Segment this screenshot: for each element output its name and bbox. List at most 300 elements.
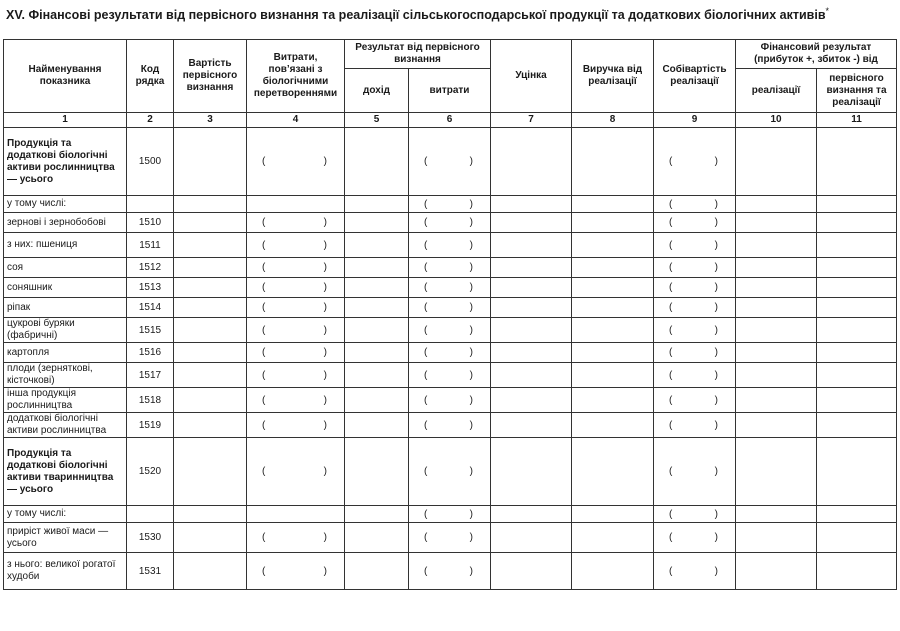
paren-close: ) (469, 532, 473, 543)
value-cell[interactable] (572, 523, 654, 553)
row-code: 1512 (127, 258, 174, 278)
value-cell[interactable] (174, 233, 247, 258)
header-income: дохід (345, 69, 409, 113)
value-cell[interactable] (247, 318, 345, 343)
paren-close: ) (323, 282, 327, 293)
paren-open: ( (262, 156, 266, 167)
value-cell[interactable] (345, 343, 409, 363)
paren-close: ) (323, 466, 327, 477)
paren-close: ) (469, 198, 473, 210)
value-cell[interactable] (174, 438, 247, 506)
value-cell[interactable] (817, 128, 897, 196)
value-cell[interactable] (247, 233, 345, 258)
paren-open: ( (669, 347, 673, 358)
header-name: Найменування показника (4, 40, 127, 113)
paren-open: ( (424, 565, 428, 577)
row-code: 1500 (127, 128, 174, 196)
paren-open: ( (669, 369, 673, 381)
table-header (4, 40, 897, 128)
paren-open: ( (424, 466, 428, 477)
value-cell[interactable] (491, 523, 572, 553)
table-row (4, 278, 897, 298)
row-name: ріпак (4, 298, 127, 318)
value-cell[interactable] (817, 413, 897, 438)
paren-open: ( (669, 156, 673, 167)
paren-close: ) (469, 302, 473, 313)
paren-close: ) (714, 302, 718, 313)
value-cell[interactable] (817, 363, 897, 388)
value-cell[interactable] (247, 258, 345, 278)
value-cell[interactable] (409, 213, 491, 233)
value-cell[interactable] (345, 128, 409, 196)
table-row (4, 233, 897, 258)
value-cell[interactable] (409, 553, 491, 590)
paren-open: ( (262, 394, 266, 406)
paren-close: ) (323, 217, 327, 228)
row-name: соняшник (4, 278, 127, 298)
paren-open: ( (424, 282, 428, 293)
paren-close: ) (323, 394, 327, 406)
header-markdown: Уцінка (491, 40, 572, 113)
value-cell[interactable] (491, 388, 572, 413)
paren-close: ) (323, 565, 327, 577)
paren-open: ( (262, 302, 266, 313)
row-code: 1517 (127, 363, 174, 388)
paren-open: ( (669, 419, 673, 431)
value-cell[interactable] (345, 258, 409, 278)
value-cell[interactable] (345, 318, 409, 343)
value-cell[interactable] (174, 318, 247, 343)
paren-close: ) (714, 217, 718, 228)
paren-open: ( (669, 532, 673, 543)
value-cell[interactable] (817, 506, 897, 523)
value-cell[interactable] (409, 523, 491, 553)
value-cell[interactable] (345, 196, 409, 213)
paren-close: ) (323, 324, 327, 336)
value-cell[interactable] (409, 343, 491, 363)
paren-close: ) (469, 239, 473, 251)
value-cell[interactable] (247, 523, 345, 553)
value-cell[interactable] (345, 298, 409, 318)
header-fin-result: Фінансовий результат (прибуток +, збиток -) від (736, 40, 897, 69)
value-cell[interactable] (409, 438, 491, 506)
value-cell[interactable] (491, 318, 572, 343)
paren-close: ) (714, 239, 718, 251)
value-cell[interactable] (572, 278, 654, 298)
value-cell[interactable] (174, 258, 247, 278)
value-cell[interactable] (572, 258, 654, 278)
value-cell[interactable] (174, 553, 247, 590)
paren-open: ( (669, 394, 673, 406)
paren-close: ) (714, 532, 718, 543)
paren-close: ) (469, 369, 473, 381)
value-cell[interactable] (654, 388, 736, 413)
paren-open: ( (424, 347, 428, 358)
paren-close: ) (714, 419, 718, 431)
paren-open: ( (669, 302, 673, 313)
paren-open: ( (424, 419, 428, 431)
value-cell[interactable] (572, 213, 654, 233)
value-cell[interactable] (654, 413, 736, 438)
table-row (4, 363, 897, 388)
value-cell[interactable] (491, 196, 572, 213)
value-cell[interactable] (247, 196, 345, 213)
paren-open: ( (669, 198, 673, 210)
value-cell[interactable] (174, 278, 247, 298)
value-cell[interactable] (817, 298, 897, 318)
paren-close: ) (714, 394, 718, 406)
paren-open: ( (262, 347, 266, 358)
row-name: з нього: великої рогатої худоби (4, 553, 127, 590)
value-cell[interactable] (491, 258, 572, 278)
paren-close: ) (323, 369, 327, 381)
value-cell[interactable] (817, 278, 897, 298)
paren-open: ( (424, 239, 428, 251)
value-cell[interactable] (409, 413, 491, 438)
value-cell[interactable] (409, 196, 491, 213)
form-title: XV. Фінансові результати від первісного визнання та реалізації сільськогосподарської продукції та додаткових біологічних активів* (6, 6, 830, 23)
paren-open: ( (669, 282, 673, 293)
value-cell[interactable] (654, 196, 736, 213)
value-cell[interactable] (409, 128, 491, 196)
column-numbers-row (4, 113, 897, 128)
paren-open: ( (669, 262, 673, 273)
row-name: інша продукція рослинництва (4, 388, 127, 413)
value-cell[interactable] (409, 318, 491, 343)
value-cell[interactable] (491, 128, 572, 196)
value-cell[interactable] (174, 523, 247, 553)
value-cell[interactable] (247, 413, 345, 438)
value-cell[interactable] (491, 343, 572, 363)
value-cell[interactable] (345, 506, 409, 523)
row-name: Продукція та додаткові біологічні активи тваринництва — усього (4, 438, 127, 506)
paren-close: ) (323, 419, 327, 431)
paren-open: ( (669, 324, 673, 336)
paren-close: ) (323, 239, 327, 251)
value-cell[interactable] (654, 233, 736, 258)
value-cell[interactable] (491, 553, 572, 590)
paren-close: ) (469, 324, 473, 336)
paren-open: ( (424, 324, 428, 336)
paren-close: ) (714, 466, 718, 477)
paren-open: ( (424, 508, 428, 520)
value-cell[interactable] (174, 413, 247, 438)
value-cell[interactable] (736, 233, 817, 258)
column-number: 9 (654, 113, 736, 128)
value-cell[interactable] (654, 553, 736, 590)
table-row (4, 343, 897, 363)
value-cell[interactable] (572, 128, 654, 196)
row-name: зернові і зернобобові (4, 213, 127, 233)
paren-open: ( (669, 239, 673, 251)
table-row (4, 196, 897, 213)
value-cell[interactable] (817, 318, 897, 343)
row-code: 1520 (127, 438, 174, 506)
value-cell[interactable] (736, 388, 817, 413)
row-name: у тому числі: (4, 506, 127, 523)
paren-close: ) (323, 532, 327, 543)
value-cell[interactable] (572, 318, 654, 343)
value-cell[interactable] (345, 388, 409, 413)
paren-close: ) (469, 282, 473, 293)
value-cell[interactable] (654, 318, 736, 343)
table-body (4, 128, 897, 590)
value-cell[interactable] (345, 213, 409, 233)
value-cell[interactable] (491, 363, 572, 388)
value-cell[interactable] (736, 196, 817, 213)
value-cell[interactable] (345, 553, 409, 590)
row-code: 1511 (127, 233, 174, 258)
paren-close: ) (323, 302, 327, 313)
value-cell[interactable] (174, 388, 247, 413)
paren-open: ( (669, 466, 673, 477)
value-cell[interactable] (654, 343, 736, 363)
value-cell[interactable] (345, 278, 409, 298)
value-cell[interactable] (174, 196, 247, 213)
paren-close: ) (714, 156, 718, 167)
value-cell[interactable] (736, 438, 817, 506)
row-name: цукрові буряки (фабричні) (4, 318, 127, 343)
value-cell[interactable] (247, 553, 345, 590)
value-cell[interactable] (654, 298, 736, 318)
value-cell[interactable] (247, 298, 345, 318)
table-row (4, 213, 897, 233)
column-number: 4 (247, 113, 345, 128)
value-cell[interactable] (736, 278, 817, 298)
value-cell[interactable] (817, 196, 897, 213)
value-cell[interactable] (409, 258, 491, 278)
value-cell[interactable] (247, 128, 345, 196)
paren-open: ( (262, 217, 266, 228)
value-cell[interactable] (654, 278, 736, 298)
value-cell[interactable] (247, 343, 345, 363)
value-cell[interactable] (736, 506, 817, 523)
value-cell[interactable] (572, 363, 654, 388)
header-initial-and-sales: первісного визнання та реалізації (817, 69, 897, 113)
value-cell[interactable] (409, 233, 491, 258)
value-cell[interactable] (572, 298, 654, 318)
row-code: 1515 (127, 318, 174, 343)
value-cell[interactable] (247, 438, 345, 506)
financial-results-table (3, 39, 897, 590)
value-cell[interactable] (491, 298, 572, 318)
paren-open: ( (669, 565, 673, 577)
value-cell[interactable] (572, 233, 654, 258)
paren-open: ( (262, 282, 266, 293)
value-cell[interactable] (817, 388, 897, 413)
value-cell[interactable] (491, 413, 572, 438)
value-cell[interactable] (409, 388, 491, 413)
paren-open: ( (669, 217, 673, 228)
value-cell[interactable] (174, 128, 247, 196)
column-number: 1 (4, 113, 127, 128)
paren-close: ) (469, 565, 473, 577)
header-expenses: витрати (409, 69, 491, 113)
table-row (4, 523, 897, 553)
paren-close: ) (469, 217, 473, 228)
value-cell[interactable] (817, 343, 897, 363)
value-cell[interactable] (817, 438, 897, 506)
paren-close: ) (714, 324, 718, 336)
value-cell[interactable] (572, 506, 654, 523)
value-cell[interactable] (247, 506, 345, 523)
value-cell[interactable] (572, 413, 654, 438)
column-number: 8 (572, 113, 654, 128)
row-code: 1518 (127, 388, 174, 413)
value-cell[interactable] (174, 213, 247, 233)
paren-close: ) (469, 394, 473, 406)
column-number: 11 (817, 113, 897, 128)
row-code: 1514 (127, 298, 174, 318)
value-cell[interactable] (572, 196, 654, 213)
value-cell[interactable] (654, 438, 736, 506)
header-bio-costs: Витрати, пов’язані з біологічними перетвореннями (247, 40, 345, 113)
value-cell[interactable] (491, 233, 572, 258)
paren-close: ) (469, 508, 473, 520)
value-cell[interactable] (736, 413, 817, 438)
column-number: 3 (174, 113, 247, 128)
value-cell[interactable] (817, 258, 897, 278)
table-row (4, 128, 897, 196)
header-cost-of-sales: Собівартість реалізації (654, 40, 736, 113)
table-row (4, 553, 897, 590)
row-code: 1513 (127, 278, 174, 298)
paren-close: ) (714, 282, 718, 293)
paren-close: ) (469, 419, 473, 431)
value-cell[interactable] (736, 343, 817, 363)
header-revenue: Виручка від реалізації (572, 40, 654, 113)
row-code (127, 506, 174, 523)
paren-open: ( (424, 262, 428, 273)
value-cell[interactable] (817, 523, 897, 553)
row-code: 1519 (127, 413, 174, 438)
column-number: 6 (409, 113, 491, 128)
row-code: 1510 (127, 213, 174, 233)
value-cell[interactable] (654, 128, 736, 196)
value-cell[interactable] (174, 298, 247, 318)
value-cell[interactable] (345, 413, 409, 438)
column-number: 5 (345, 113, 409, 128)
value-cell[interactable] (736, 363, 817, 388)
value-cell[interactable] (247, 278, 345, 298)
header-initial-cost: Вартість первісного визнання (174, 40, 247, 113)
paren-open: ( (669, 508, 673, 520)
value-cell[interactable] (247, 363, 345, 388)
value-cell[interactable] (736, 258, 817, 278)
paren-open: ( (424, 394, 428, 406)
paren-close: ) (323, 156, 327, 167)
paren-open: ( (262, 419, 266, 431)
table-row (4, 258, 897, 278)
value-cell[interactable] (572, 438, 654, 506)
row-code (127, 196, 174, 213)
value-cell[interactable] (654, 363, 736, 388)
value-cell[interactable] (409, 278, 491, 298)
value-cell[interactable] (409, 363, 491, 388)
row-name: у тому числі: (4, 196, 127, 213)
row-name: додаткові біологічні активи рослинництва (4, 413, 127, 438)
value-cell[interactable] (736, 128, 817, 196)
paren-open: ( (424, 302, 428, 313)
column-number: 2 (127, 113, 174, 128)
paren-close: ) (714, 262, 718, 273)
row-code: 1531 (127, 553, 174, 590)
value-cell[interactable] (572, 343, 654, 363)
paren-close: ) (469, 156, 473, 167)
value-cell[interactable] (654, 213, 736, 233)
value-cell[interactable] (345, 523, 409, 553)
value-cell[interactable] (345, 438, 409, 506)
row-code: 1530 (127, 523, 174, 553)
value-cell[interactable] (736, 553, 817, 590)
value-cell[interactable] (736, 213, 817, 233)
paren-close: ) (714, 347, 718, 358)
paren-close: ) (714, 565, 718, 577)
value-cell[interactable] (736, 298, 817, 318)
value-cell[interactable] (409, 506, 491, 523)
paren-close: ) (469, 262, 473, 273)
value-cell[interactable] (817, 233, 897, 258)
row-name: картопля (4, 343, 127, 363)
value-cell[interactable] (817, 213, 897, 233)
value-cell[interactable] (174, 506, 247, 523)
value-cell[interactable] (572, 553, 654, 590)
paren-close: ) (469, 466, 473, 477)
header-initial-result: Результат від первісного визнання (345, 40, 491, 69)
row-name: Продукція та додаткові біологічні активи рослинництва — усього (4, 128, 127, 196)
column-number: 10 (736, 113, 817, 128)
paren-open: ( (262, 466, 266, 477)
row-name: соя (4, 258, 127, 278)
value-cell[interactable] (491, 506, 572, 523)
header-code: Код рядка (127, 40, 174, 113)
value-cell[interactable] (817, 553, 897, 590)
paren-open: ( (262, 239, 266, 251)
value-cell[interactable] (174, 363, 247, 388)
paren-open: ( (424, 156, 428, 167)
paren-open: ( (424, 217, 428, 228)
table-row (4, 388, 897, 413)
header-sales: реалізації (736, 69, 817, 113)
table-row (4, 413, 897, 438)
value-cell[interactable] (174, 343, 247, 363)
value-cell[interactable] (654, 258, 736, 278)
value-cell[interactable] (491, 213, 572, 233)
table-row (4, 298, 897, 318)
value-cell[interactable] (491, 438, 572, 506)
table-row (4, 438, 897, 506)
value-cell[interactable] (736, 523, 817, 553)
value-cell[interactable] (654, 506, 736, 523)
paren-open: ( (262, 369, 266, 381)
paren-open: ( (262, 262, 266, 273)
paren-open: ( (424, 198, 428, 210)
value-cell[interactable] (572, 388, 654, 413)
paren-close: ) (714, 198, 718, 210)
value-cell[interactable] (654, 523, 736, 553)
value-cell[interactable] (247, 213, 345, 233)
value-cell[interactable] (345, 233, 409, 258)
value-cell[interactable] (736, 318, 817, 343)
row-name: приріст живої маси — усього (4, 523, 127, 553)
value-cell[interactable] (345, 363, 409, 388)
value-cell[interactable] (409, 298, 491, 318)
paren-close: ) (323, 262, 327, 273)
column-number: 7 (491, 113, 572, 128)
value-cell[interactable] (247, 388, 345, 413)
value-cell[interactable] (491, 278, 572, 298)
paren-open: ( (262, 565, 266, 577)
